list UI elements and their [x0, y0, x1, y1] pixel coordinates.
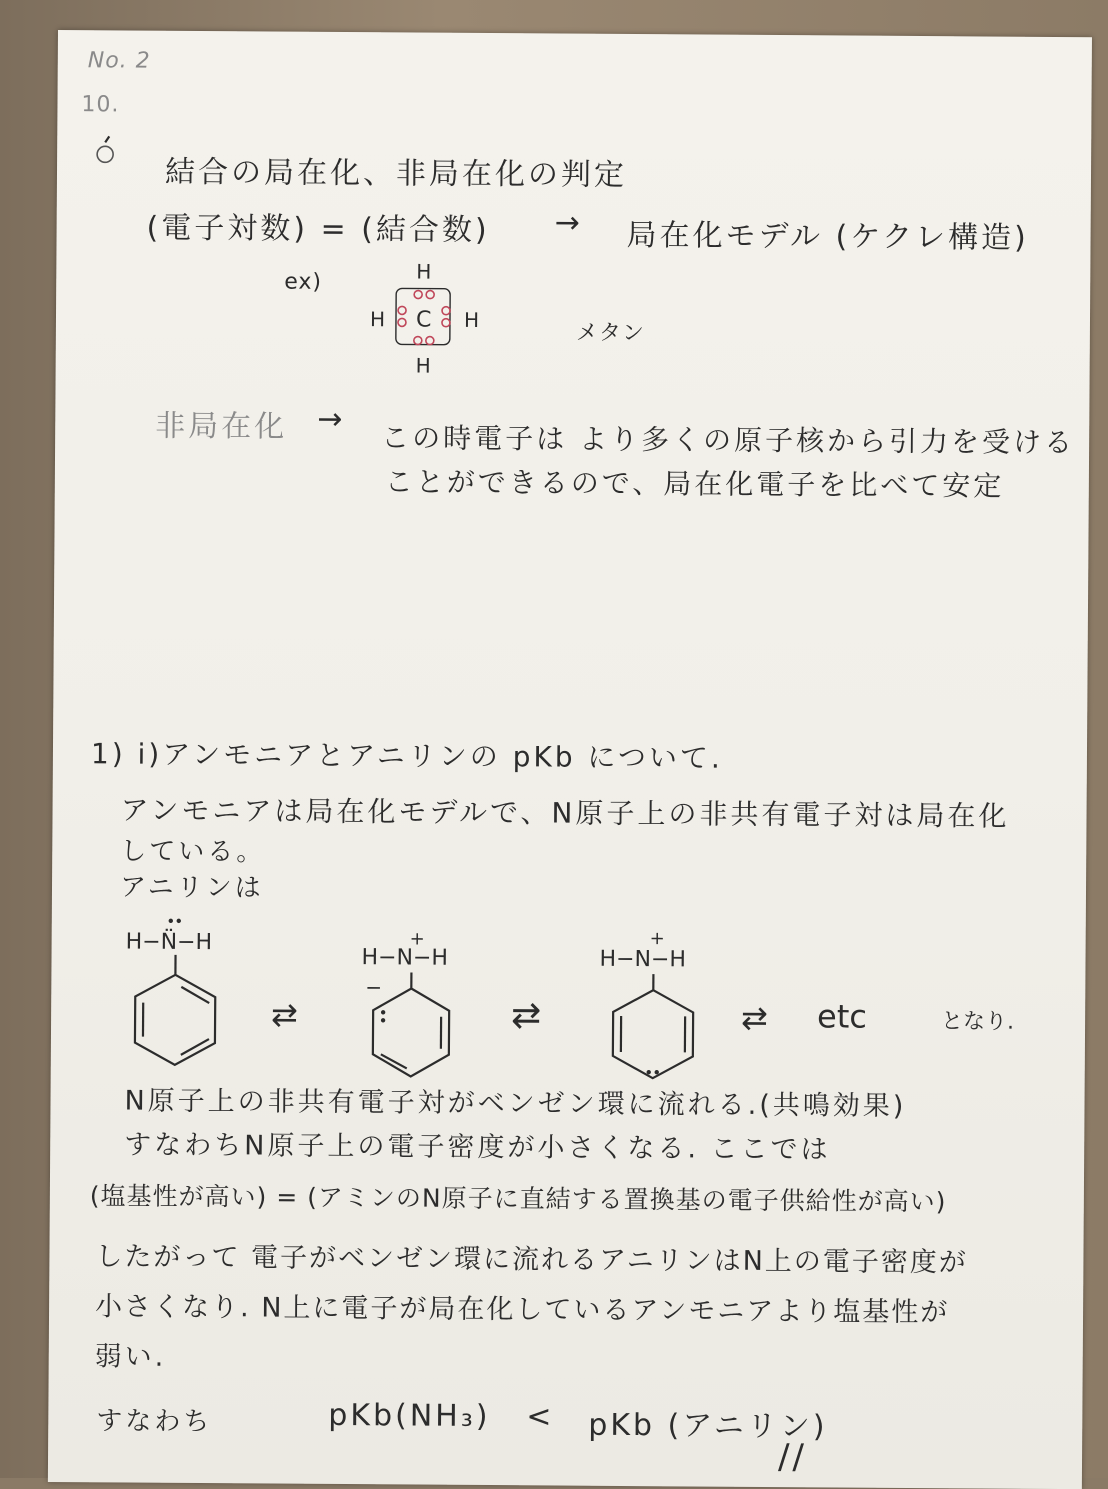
methane-h-left: H	[370, 307, 385, 331]
end-mark: //	[778, 1437, 807, 1477]
deloc-line1: この時電子は より多くの原子核から引力を受ける	[381, 416, 1075, 461]
section2-line9: 弱い.	[95, 1334, 167, 1373]
methane-h-top: H	[416, 260, 431, 284]
etc-label: etc	[817, 997, 867, 1035]
rule-right: 局在化モデル (ケクレ構造)	[626, 210, 1029, 257]
conclusion-op: <	[526, 1399, 554, 1434]
section2-line6: (塩基性が高い) = (アミンのN原子に直結する置換基の電子供給性が高い)	[90, 1176, 947, 1218]
resonance-s3-label: H−N−H	[599, 947, 686, 973]
plus-charge-2: +	[410, 928, 425, 949]
rule-arrow: →	[555, 205, 583, 240]
methane-h-right: H	[464, 308, 479, 332]
minus-charge-2: −	[365, 975, 382, 999]
section2-line4: N原子上の非共有電子対がベンゼン環に流れる.(共鳴効果)	[124, 1078, 906, 1122]
methane-structure	[364, 258, 525, 379]
section2-line5: すなわちN原子上の電子密度が小さくなる. ここでは	[124, 1122, 831, 1166]
section2-line7: したがって 電子がベンゼン環に流れるアニリンはN上の電子密度が	[95, 1234, 968, 1279]
aniline-resonance	[111, 906, 1072, 1083]
problem-number: 10.	[81, 92, 119, 117]
methane-c: C	[416, 308, 432, 333]
section1-title: 結合の局在化、非局在化の判定	[165, 147, 627, 194]
rule-left: (電子対数) = (結合数)	[146, 203, 489, 249]
section2-line2: している。	[120, 830, 265, 868]
methane-label: メタン	[576, 316, 645, 347]
resonance-s1-label: H−N̈−H	[126, 928, 213, 955]
equilibrium-arrow-3: ⇄	[741, 999, 768, 1037]
methane-h-bottom: H	[416, 354, 431, 378]
tonari-label: となり.	[941, 1009, 1014, 1035]
notebook-page	[48, 30, 1092, 1489]
section2-line8: 小さくなり. N上に電子が局在化しているアンモニアより塩基性が	[95, 1284, 950, 1329]
page-number: No. 2	[88, 48, 151, 73]
section2-line3: アニリンは	[120, 866, 264, 904]
equilibrium-arrow-2: ⇄	[511, 995, 541, 1036]
deloc-arrow: →	[317, 402, 345, 437]
section2-heading: 1) i)アンモニアとアニリンの pKb について.	[91, 732, 723, 776]
example-label: ex)	[284, 270, 322, 295]
star-doodle-icon	[91, 136, 131, 176]
resonance-s2-label: H−N−H	[361, 945, 448, 971]
equilibrium-arrow-1: ⇄	[271, 996, 298, 1034]
deloc-line2: ことができるので、局在化電子を比べて安定	[385, 460, 1005, 504]
conclusion-left: pKb(NH₃)	[328, 1398, 490, 1434]
deloc-label: 非局在化	[155, 401, 287, 446]
plus-charge-3: +	[650, 928, 665, 949]
conclusion-right: pKb (アニリン)	[588, 1400, 828, 1446]
section2-line1: アンモニアは局在化モデルで、N原子上の非共有電子対は局在化	[120, 788, 1009, 834]
conclusion-label: すなわち	[96, 1400, 212, 1438]
